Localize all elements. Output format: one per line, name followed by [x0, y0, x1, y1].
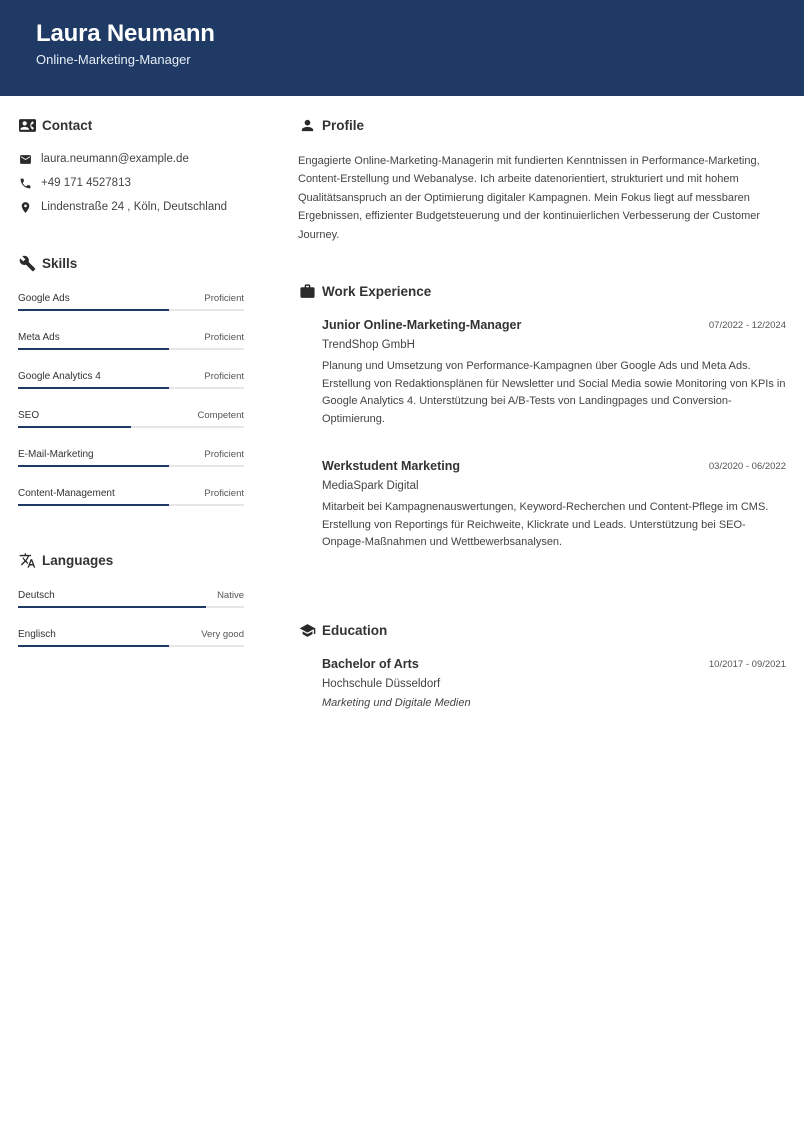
skill-item [18, 449, 244, 473]
skill-name: Meta Ads [18, 332, 60, 343]
skill-bar-track [18, 348, 244, 350]
phone-icon [18, 176, 32, 190]
language-bar-fill [18, 606, 206, 608]
experience-company: MediaSpark Digital [322, 480, 419, 492]
skill-bar-fill [18, 504, 169, 506]
contact-address: Lindenstraße 24 , Köln, Deutschland [41, 201, 228, 213]
skill-name: Google Ads [18, 293, 70, 304]
education-entry [322, 657, 786, 717]
skill-item [18, 488, 244, 512]
language-bar-track [18, 645, 244, 647]
contact-phone-row [18, 176, 131, 190]
skill-bar-fill [18, 465, 169, 467]
email-icon [18, 152, 32, 166]
language-item [18, 629, 244, 653]
candidate-job-title: Online-Marketing-Manager [36, 52, 191, 67]
language-level: Native [217, 590, 244, 601]
skill-bar-fill [18, 309, 169, 311]
skills-section-title [18, 254, 77, 272]
experience-entry [322, 459, 786, 559]
experience-dates: 07/2022 - 12/2024 [708, 320, 786, 331]
contact-title: Contact [42, 117, 93, 133]
contact-phone[interactable]: +49 171 4527813 [41, 177, 131, 189]
language-name: Englisch [18, 629, 56, 640]
profile-summary: Engagierte Online-Marketing-Managerin mit fundierten Kenntnissen in Performance-Marketing, Content-Erstellung und Webanalyse. Ich arbeite datenorientiert, strukturiert und mit hohem Qualitätsanspruch an der Optimierung digitaler Kampagnen. Mein Fokus liegt auf messbaren Ergebnissen, effizienter Budgetsteuerung und der kontinuierlichen Verbesserung der Customer Journey. [298, 155, 761, 241]
experience-dates: 03/2020 - 06/2022 [708, 461, 786, 472]
language-name: Deutsch [18, 590, 55, 601]
contact-email[interactable]: laura.neumann@example.de [41, 153, 189, 165]
skill-bar-fill [18, 348, 169, 350]
skill-name: SEO [18, 410, 40, 421]
languages-title: Languages [42, 552, 114, 568]
skill-item [18, 332, 244, 356]
education-school: Hochschule Düsseldorf [322, 678, 441, 690]
skill-level: Proficient [204, 332, 244, 343]
skill-level: Proficient [204, 488, 244, 499]
skill-level: Proficient [204, 371, 244, 382]
language-item [18, 590, 244, 614]
wrench-icon [18, 254, 36, 272]
experience-title: Work Experience [322, 283, 432, 299]
experience-section-title [298, 282, 431, 300]
graduation-cap-icon [298, 621, 316, 639]
skill-bar-track [18, 465, 244, 467]
languages-section-title [18, 551, 113, 569]
education-section-title [298, 621, 387, 639]
skill-bar-track [18, 426, 244, 428]
profile-title: Profile [322, 117, 365, 133]
skill-name: Content-Management [18, 488, 115, 499]
profile-section-title [298, 116, 364, 134]
education-degree: Bachelor of Arts [322, 657, 419, 671]
skill-bar-fill [18, 387, 169, 389]
experience-job-title: Werkstudent Marketing [322, 459, 460, 473]
skill-item [18, 410, 244, 434]
language-level: Very good [201, 629, 244, 640]
skill-name: Google Analytics 4 [18, 371, 101, 382]
education-dates: 10/2017 - 09/2021 [708, 659, 786, 670]
skill-name: E-Mail-Marketing [18, 449, 94, 460]
candidate-name: Laura Neumann [36, 20, 215, 47]
skill-bar-fill [18, 426, 131, 428]
skill-level: Competent [197, 410, 244, 421]
skill-level: Proficient [204, 293, 244, 304]
experience-description: Planung und Umsetzung von Performance-Kampagnen über Google Ads und Meta Ads. Erstellung von Redaktionsplänen für Newsletter und Social Media sowie Monitoring von KPIs in Google Analytics 4. Unterstützung bei A/B-Tests von Landingpages und Conversion-Optimierung. [322, 360, 786, 425]
skill-bar-track [18, 387, 244, 389]
language-bar-fill [18, 645, 169, 647]
experience-company: TrendShop GmbH [322, 339, 415, 351]
contact-card-icon [18, 116, 36, 134]
experience-description: Mitarbeit bei Kampagnenauswertungen, Keyword-Recherchen und Content-Pflege im CMS. Erstellung von Reportings für Reichweite, Klickrate und Leads. Unterstützung bei SEO-Onpage-Maßnahmen und Wettbewerbsanalysen. [322, 501, 769, 549]
skill-item [18, 371, 244, 395]
skill-item [18, 293, 244, 317]
experience-job-title: Junior Online-Marketing-Manager [322, 318, 522, 332]
skills-title: Skills [42, 255, 78, 271]
skill-bar-track [18, 504, 244, 506]
briefcase-icon [298, 282, 316, 300]
skill-bar-track [18, 309, 244, 311]
experience-entry [322, 318, 786, 438]
person-icon [298, 116, 316, 134]
contact-section-title [18, 116, 92, 134]
contact-address-row [18, 200, 227, 214]
skill-level: Proficient [204, 449, 244, 460]
resume-header [0, 0, 804, 96]
location-pin-icon [18, 200, 32, 214]
education-field: Marketing und Digitale Medien [322, 697, 471, 709]
translate-icon [18, 551, 36, 569]
education-title: Education [322, 622, 388, 638]
contact-email-row [18, 152, 189, 166]
language-bar-track [18, 606, 244, 608]
